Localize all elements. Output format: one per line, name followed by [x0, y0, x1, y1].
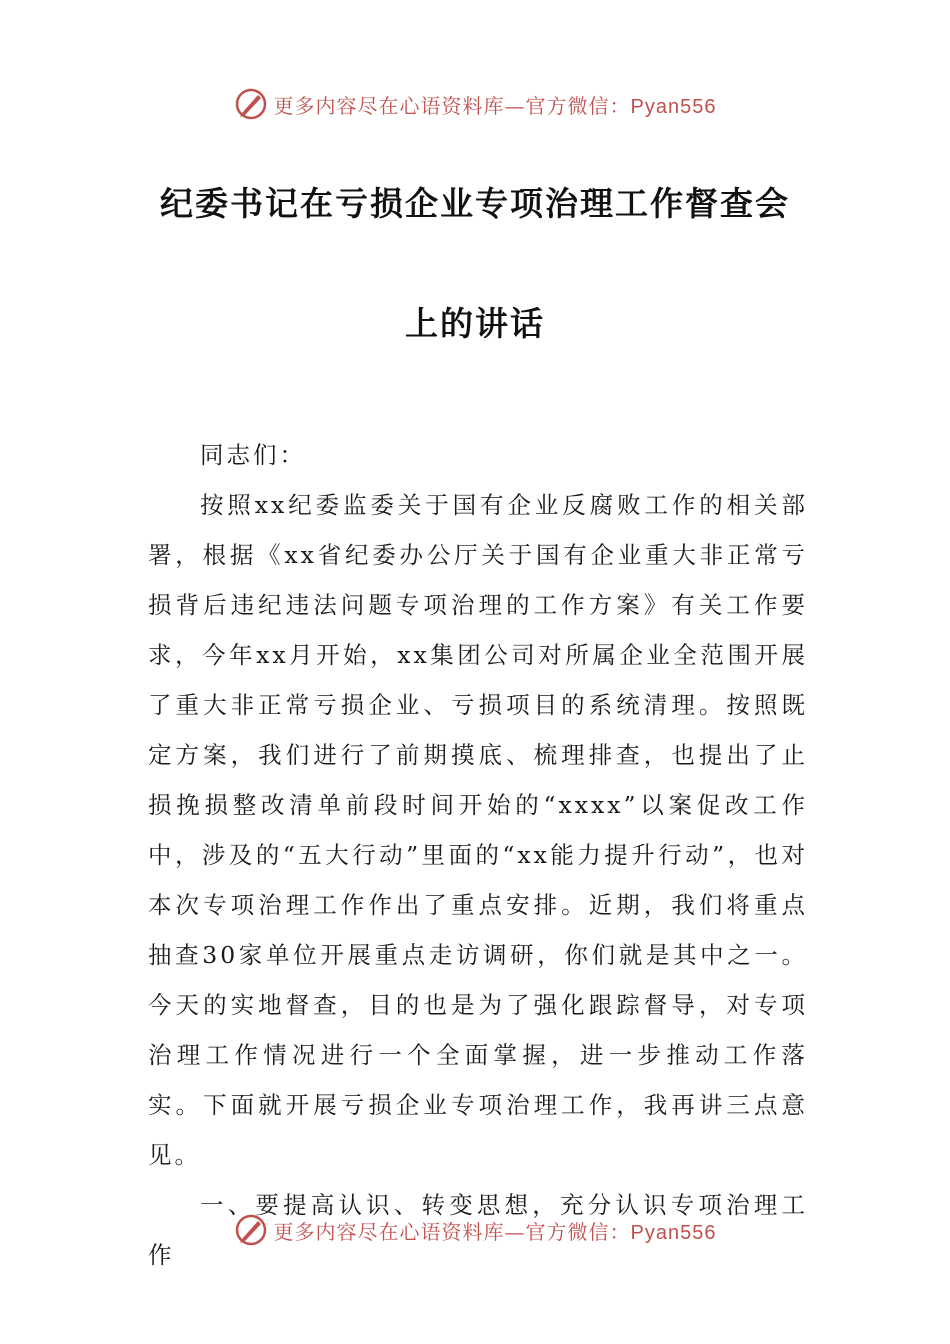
watermark-text-en: Pyan556	[630, 1221, 717, 1244]
document-title-line2: 上的讲话	[405, 304, 545, 343]
watermark-text-cn: 更多内容尽在心语资料库—官方微信：	[273, 1219, 631, 1244]
document-title-line1: 纪委书记在亏损企业专项治理工作督查会	[160, 184, 790, 223]
pen-circle-logo	[234, 1213, 268, 1247]
watermark-text-en: Pyan556	[630, 95, 717, 118]
body-paragraph-1: 按照xx纪委监委关于国有企业反腐败工作的相关部署，根据《xx省纪委办公厅关于国有企业重大非正常亏损背后违纪违法问题专项治理的工作方案》有关工作要求，今年xx月开始，xx集团公司对所属企业全范围开展了重大非正常亏损企业、亏损项目的系统清理。按照既定方案，我们进行了前期摸底、梳理排查，也提出了止损挽损整改清单前段时间开始的“xxxx”以案促改工作中，涉及的“五大行动”里面的“xx能力提升行动”，也对本次专项治理工作作出了重点安排。近期，我们将重点抽查30家单位开展重点走访调研，你们就是其中之一。今天的实地督查，目的也是为了强化跟踪督导，对专项治理工作情况进行一个全面掌握，进一步推动工作落实。下面就开展亏损企业专项治理工作，我再讲三点意见。	[148, 491, 808, 1169]
body-paragraph-2: 一、要提高认识、转变思想，充分认识专项治理工作	[148, 1191, 808, 1269]
watermark-text	[274, 90, 717, 119]
header-watermark	[0, 84, 950, 124]
greeting: 同志们：	[200, 441, 306, 469]
document-body	[148, 430, 808, 1280]
pen-circle-logo	[234, 87, 268, 121]
watermark-text	[274, 1216, 717, 1245]
watermark-text-cn: 更多内容尽在心语资料库—官方微信：	[273, 93, 631, 118]
footer-watermark	[0, 1210, 950, 1250]
